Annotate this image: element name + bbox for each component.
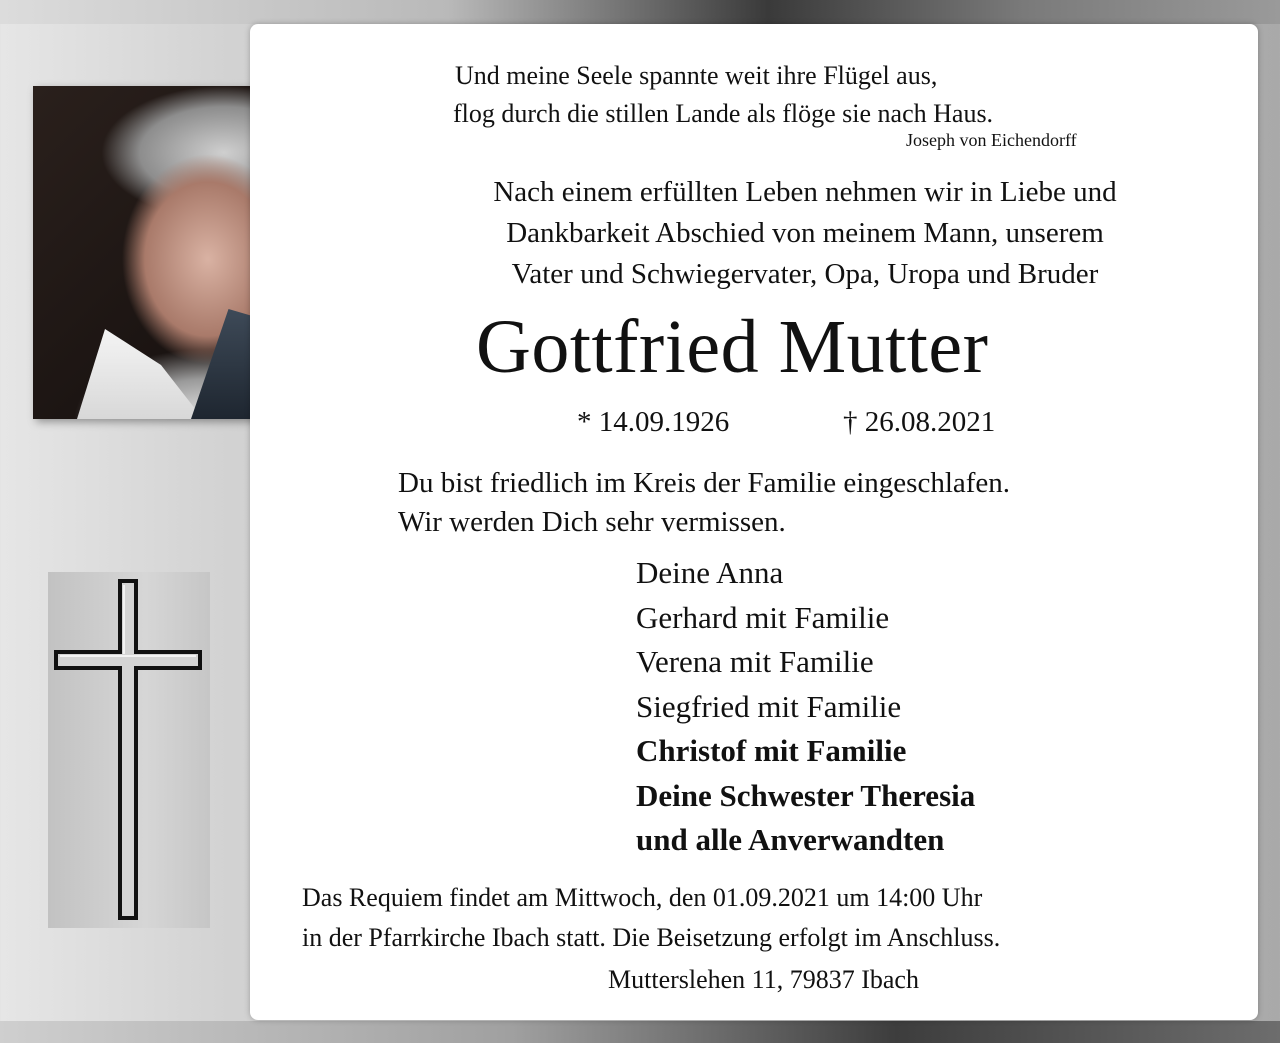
mourner-line: Deine Schwester Theresia	[636, 777, 976, 813]
mourner-line: Gerhard mit Familie	[636, 599, 890, 635]
mourner-line: und alle Anverwandten	[636, 822, 945, 857]
mourner-line: Christof mit Familie	[636, 733, 907, 768]
intro-line-3: Vater und Schwiegervater, Opa, Uropa und Bruder	[511, 258, 1099, 290]
poem-author: Joseph von Eichendorff	[906, 130, 1077, 150]
poem-line-2: flog durch die stillen Lande als flöge sie nach Haus.	[453, 99, 994, 128]
poem-line-1: Und meine Seele spannte weit ihre Flügel aus,	[455, 61, 938, 90]
birth-date: * 14.09.1926	[577, 406, 730, 438]
death-date: † 26.08.2021	[843, 406, 996, 438]
deceased-name: Gottfried Mutter	[476, 305, 989, 389]
top-border-band	[0, 0, 1280, 24]
address-line: Mutterslehen 11, 79837 Ibach	[608, 965, 919, 994]
mourners-list	[636, 551, 975, 863]
service-line-2: in der Pfarrkirche Ibach statt. Die Beisetzung erfolgt im Anschluss.	[302, 923, 1001, 952]
mourner-line: Siegfried mit Familie	[636, 688, 902, 724]
bottom-border-band	[0, 1021, 1280, 1043]
cross-panel	[48, 572, 210, 928]
latin-cross-icon	[48, 572, 210, 928]
service-line-1: Das Requiem findet am Mittwoch, den 01.09.2021 um 14:00 Uhr	[302, 883, 983, 912]
message-line-2: Wir werden Dich sehr vermissen.	[398, 506, 786, 538]
intro-line-1: Nach einem erfüllten Leben nehmen wir in Liebe und	[493, 176, 1117, 208]
poem-block	[250, 57, 1005, 95]
intro-line-2: Dankbarkeit Abschied von meinem Mann, unserem	[506, 217, 1104, 249]
portrait-shirt	[63, 329, 203, 419]
mourner-line: Verena mit Familie	[636, 644, 874, 679]
mourner-line: Deine Anna	[636, 555, 784, 590]
message-line-1: Du bist friedlich im Kreis der Familie eingeschlafen.	[398, 467, 1011, 499]
obituary-card	[250, 24, 1258, 1020]
